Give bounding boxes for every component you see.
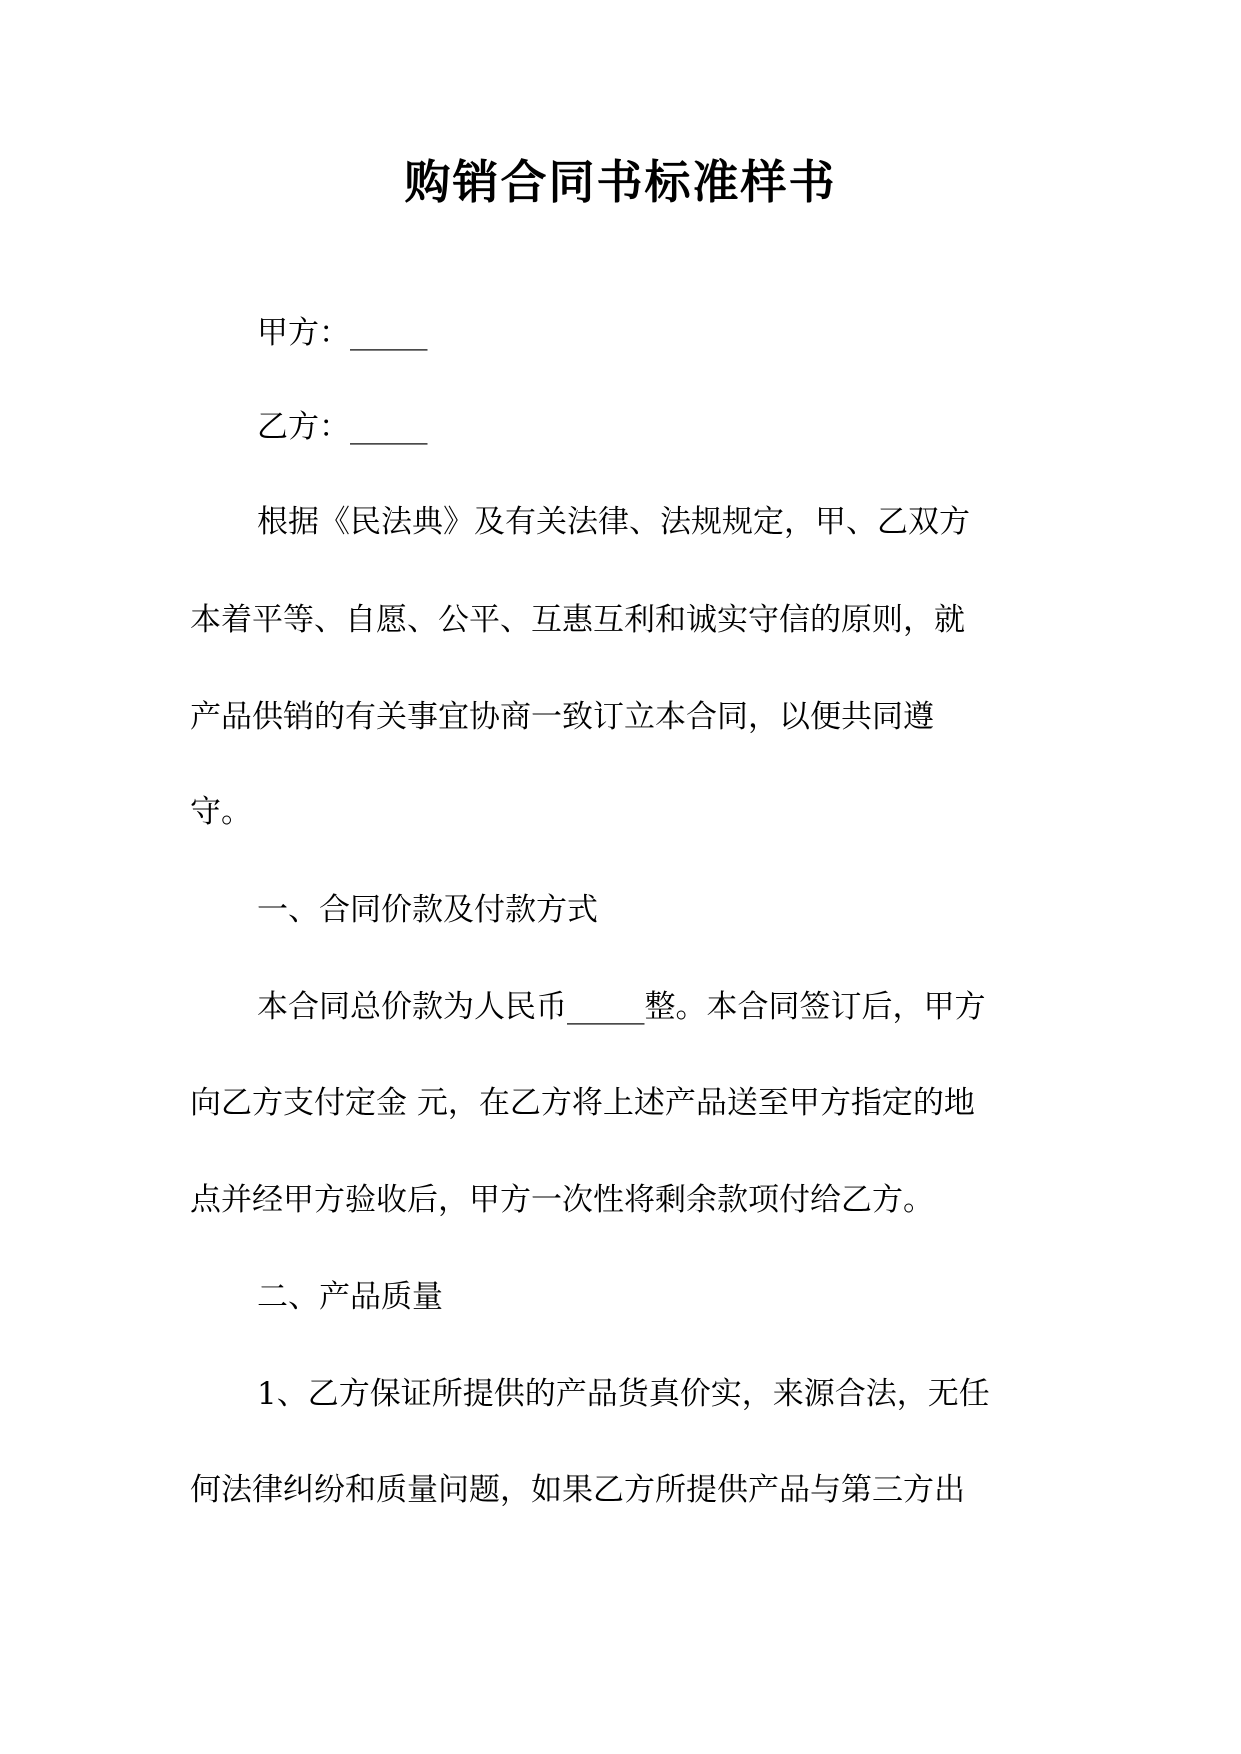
preamble-line-3: 产品供销的有关事宜协商一致订立本合同，以便共同遵	[190, 699, 934, 735]
preamble-line-2: 本着平等、自愿、公平、互惠互利和诚实守信的原则，就	[190, 602, 965, 638]
preamble-line-1: 根据《民法典》及有关法律、法规规定，甲、乙双方	[257, 504, 970, 540]
payment-line-2: 向乙方支付定金 元，在乙方将上述产品送至甲方指定的地	[190, 1085, 975, 1121]
quality-line-2: 何法律纠纷和质量问题，如果乙方所提供产品与第三方出	[190, 1472, 965, 1508]
document-title: 购销合同书标准样书	[404, 155, 837, 209]
preamble-line-4: 守。	[190, 794, 252, 830]
party-a-line: 甲方：_____	[257, 315, 428, 351]
quality-line-1: 1、乙方保证所提供的产品货真价实，来源合法，无任	[257, 1376, 990, 1412]
party-b-line: 乙方：_____	[257, 409, 428, 445]
section-heading-quality: 二、产品质量	[257, 1279, 443, 1315]
payment-line-1: 本合同总价款为人民币_____整。本合同签订后，甲方	[257, 989, 986, 1025]
payment-line-3: 点并经甲方验收后，甲方一次性将剩余款项付给乙方。	[190, 1182, 934, 1218]
section-heading-payment: 一、合同价款及付款方式	[257, 892, 598, 928]
